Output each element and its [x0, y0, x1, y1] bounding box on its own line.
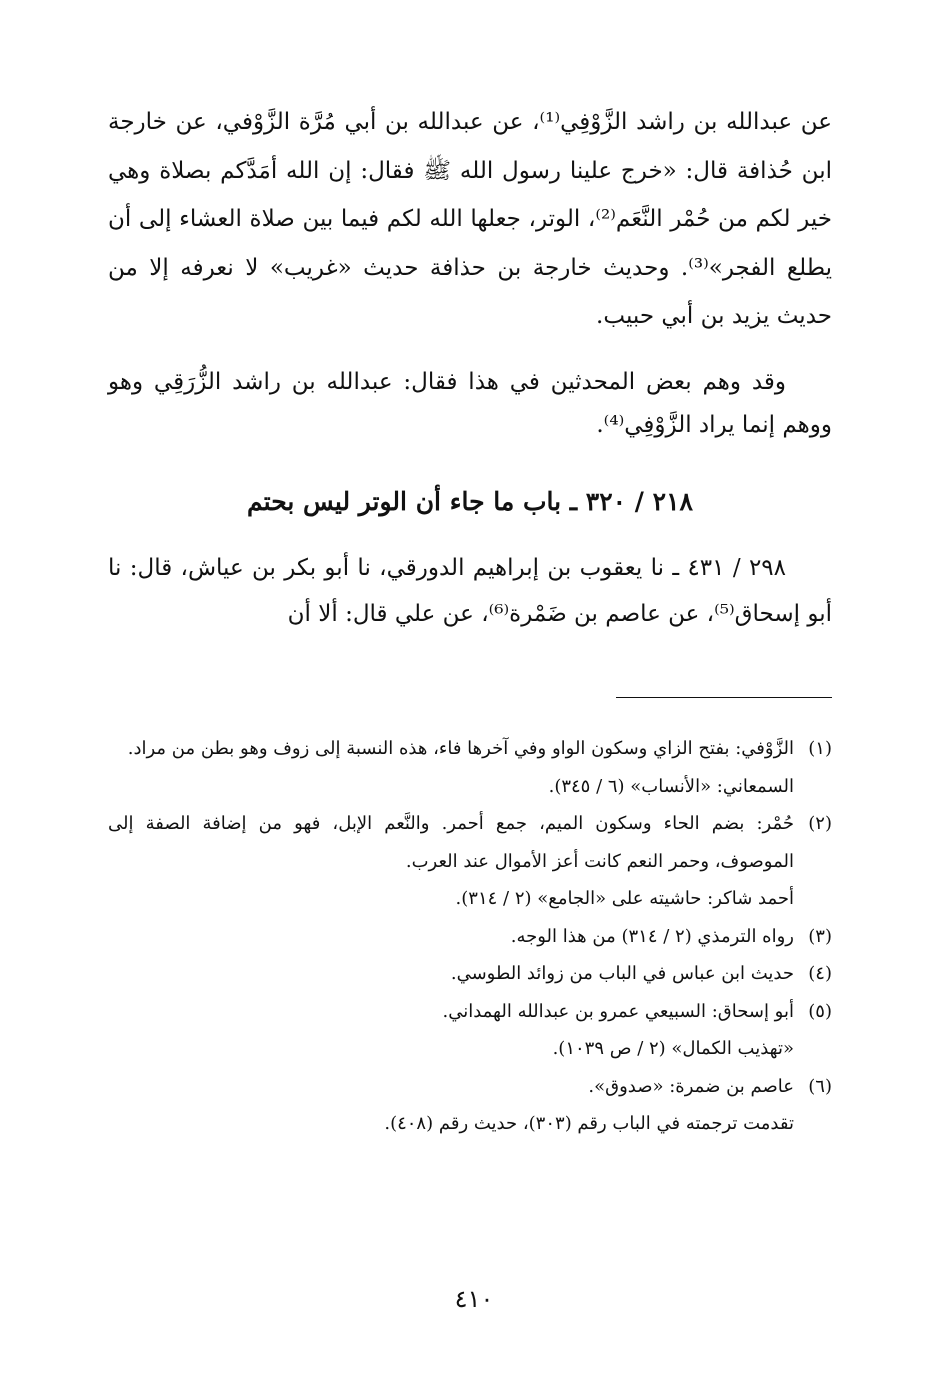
footnote-number: (٤): [808, 963, 832, 984]
footnote-text: الزَّوْفي: بفتح الزاي وسكون الواو وفي آخرها فاء، هذه النسبة إلى زوف وهو بطن من مراد.: [127, 738, 794, 759]
footnote-1: [108, 730, 832, 805]
paragraph-2: وقد وهم بعض المحدثين في هذا فقال: عبدالله بن راشد الزُّرَقِي وهو ووهم إنما يراد الزَّوْفِي⁽⁴⁾.: [108, 368, 832, 438]
page-number: ٤١٠: [454, 1285, 494, 1313]
footnote-text: رواه الترمذي (٢ / ٣١٤) من هذا الوجه.: [510, 925, 794, 947]
footnote-number: (١): [808, 738, 832, 759]
footnote-text: حُمْر: بضم الحاء وسكون الميم، جمع أحمر. والنَّعم الإبل، فهو من إضافة الصفة إلى الموصوف، وحمر النعم كانت أعز الأموال عند العرب.: [108, 813, 794, 872]
footnote-source: «تهذيب الكمال» (٢ / ص ١٠٣٩).: [552, 1038, 794, 1059]
footnote-separator: [616, 697, 832, 698]
footnote-source: أحمد شاكر: حاشيته على «الجامع» (٢ / ٣١٤).: [455, 888, 794, 909]
footnote-6: [108, 1068, 832, 1143]
footnote-5: [108, 993, 832, 1068]
footnote-number: (٥): [808, 1000, 832, 1022]
paragraph-1: عن عبدالله بن راشد الزَّوْفِي⁽¹⁾، عن عبدالله بن أبي مُرَّة الزَّوْفي، عن خارجة ابن حُذافة قال: «خرج علينا رسول الله ﷺ فقال: إن الله أمَدَّكم بصلاة وهي خير لكم من حُمْر النَّعَم⁽²⁾، الوتر، جعلها الله لكم فيما بين صلاة العشاء إلى أن يطلع الفجر»⁽³⁾. وحديث خارجة بن حذافة حديث «غريب» لا نعرفه إلا من حديث يزيد بن أبي حبيب.: [108, 109, 832, 329]
footnote-source: تقدمت ترجمته في الباب رقم (٣٠٣)، حديث رقم (٤٠٨).: [384, 1113, 794, 1134]
footnote-text: حديث ابن عباس في الباب من زوائد الطوسي.: [450, 963, 794, 984]
footnote-number: (٦): [808, 1075, 832, 1097]
paragraph-3: ٢٩٨ / ٤٣١ ـ نا يعقوب بن إبراهيم الدورقي، نا أبو بكر بن عياش، قال: نا أبو إسحاق⁽⁵⁾، عن عاصم بن ضَمْرة⁽⁶⁾، عن علي قال: ألا أن: [108, 554, 832, 627]
footnote-4: [108, 955, 832, 993]
footnotes: [108, 730, 832, 1143]
footnote-number: (٣): [808, 925, 832, 947]
footnote-source: السمعاني: «الأنساب» (٦ / ٣٤٥).: [548, 775, 794, 797]
footnote-text: عاصم بن ضمرة: «صدوق».: [588, 1075, 794, 1097]
footnote-number: (٢): [808, 813, 832, 834]
main-text: [108, 98, 832, 637]
footnote-text: أبو إسحاق: السبيعي عمرو بن عبدالله الهمداني.: [442, 1000, 794, 1022]
footnote-3: [108, 918, 832, 956]
footnote-2: [108, 805, 832, 918]
chapter-heading: ٢١٨ / ٣٢٠ ـ باب ما جاء أن الوتر ليس بحتم: [247, 486, 693, 516]
